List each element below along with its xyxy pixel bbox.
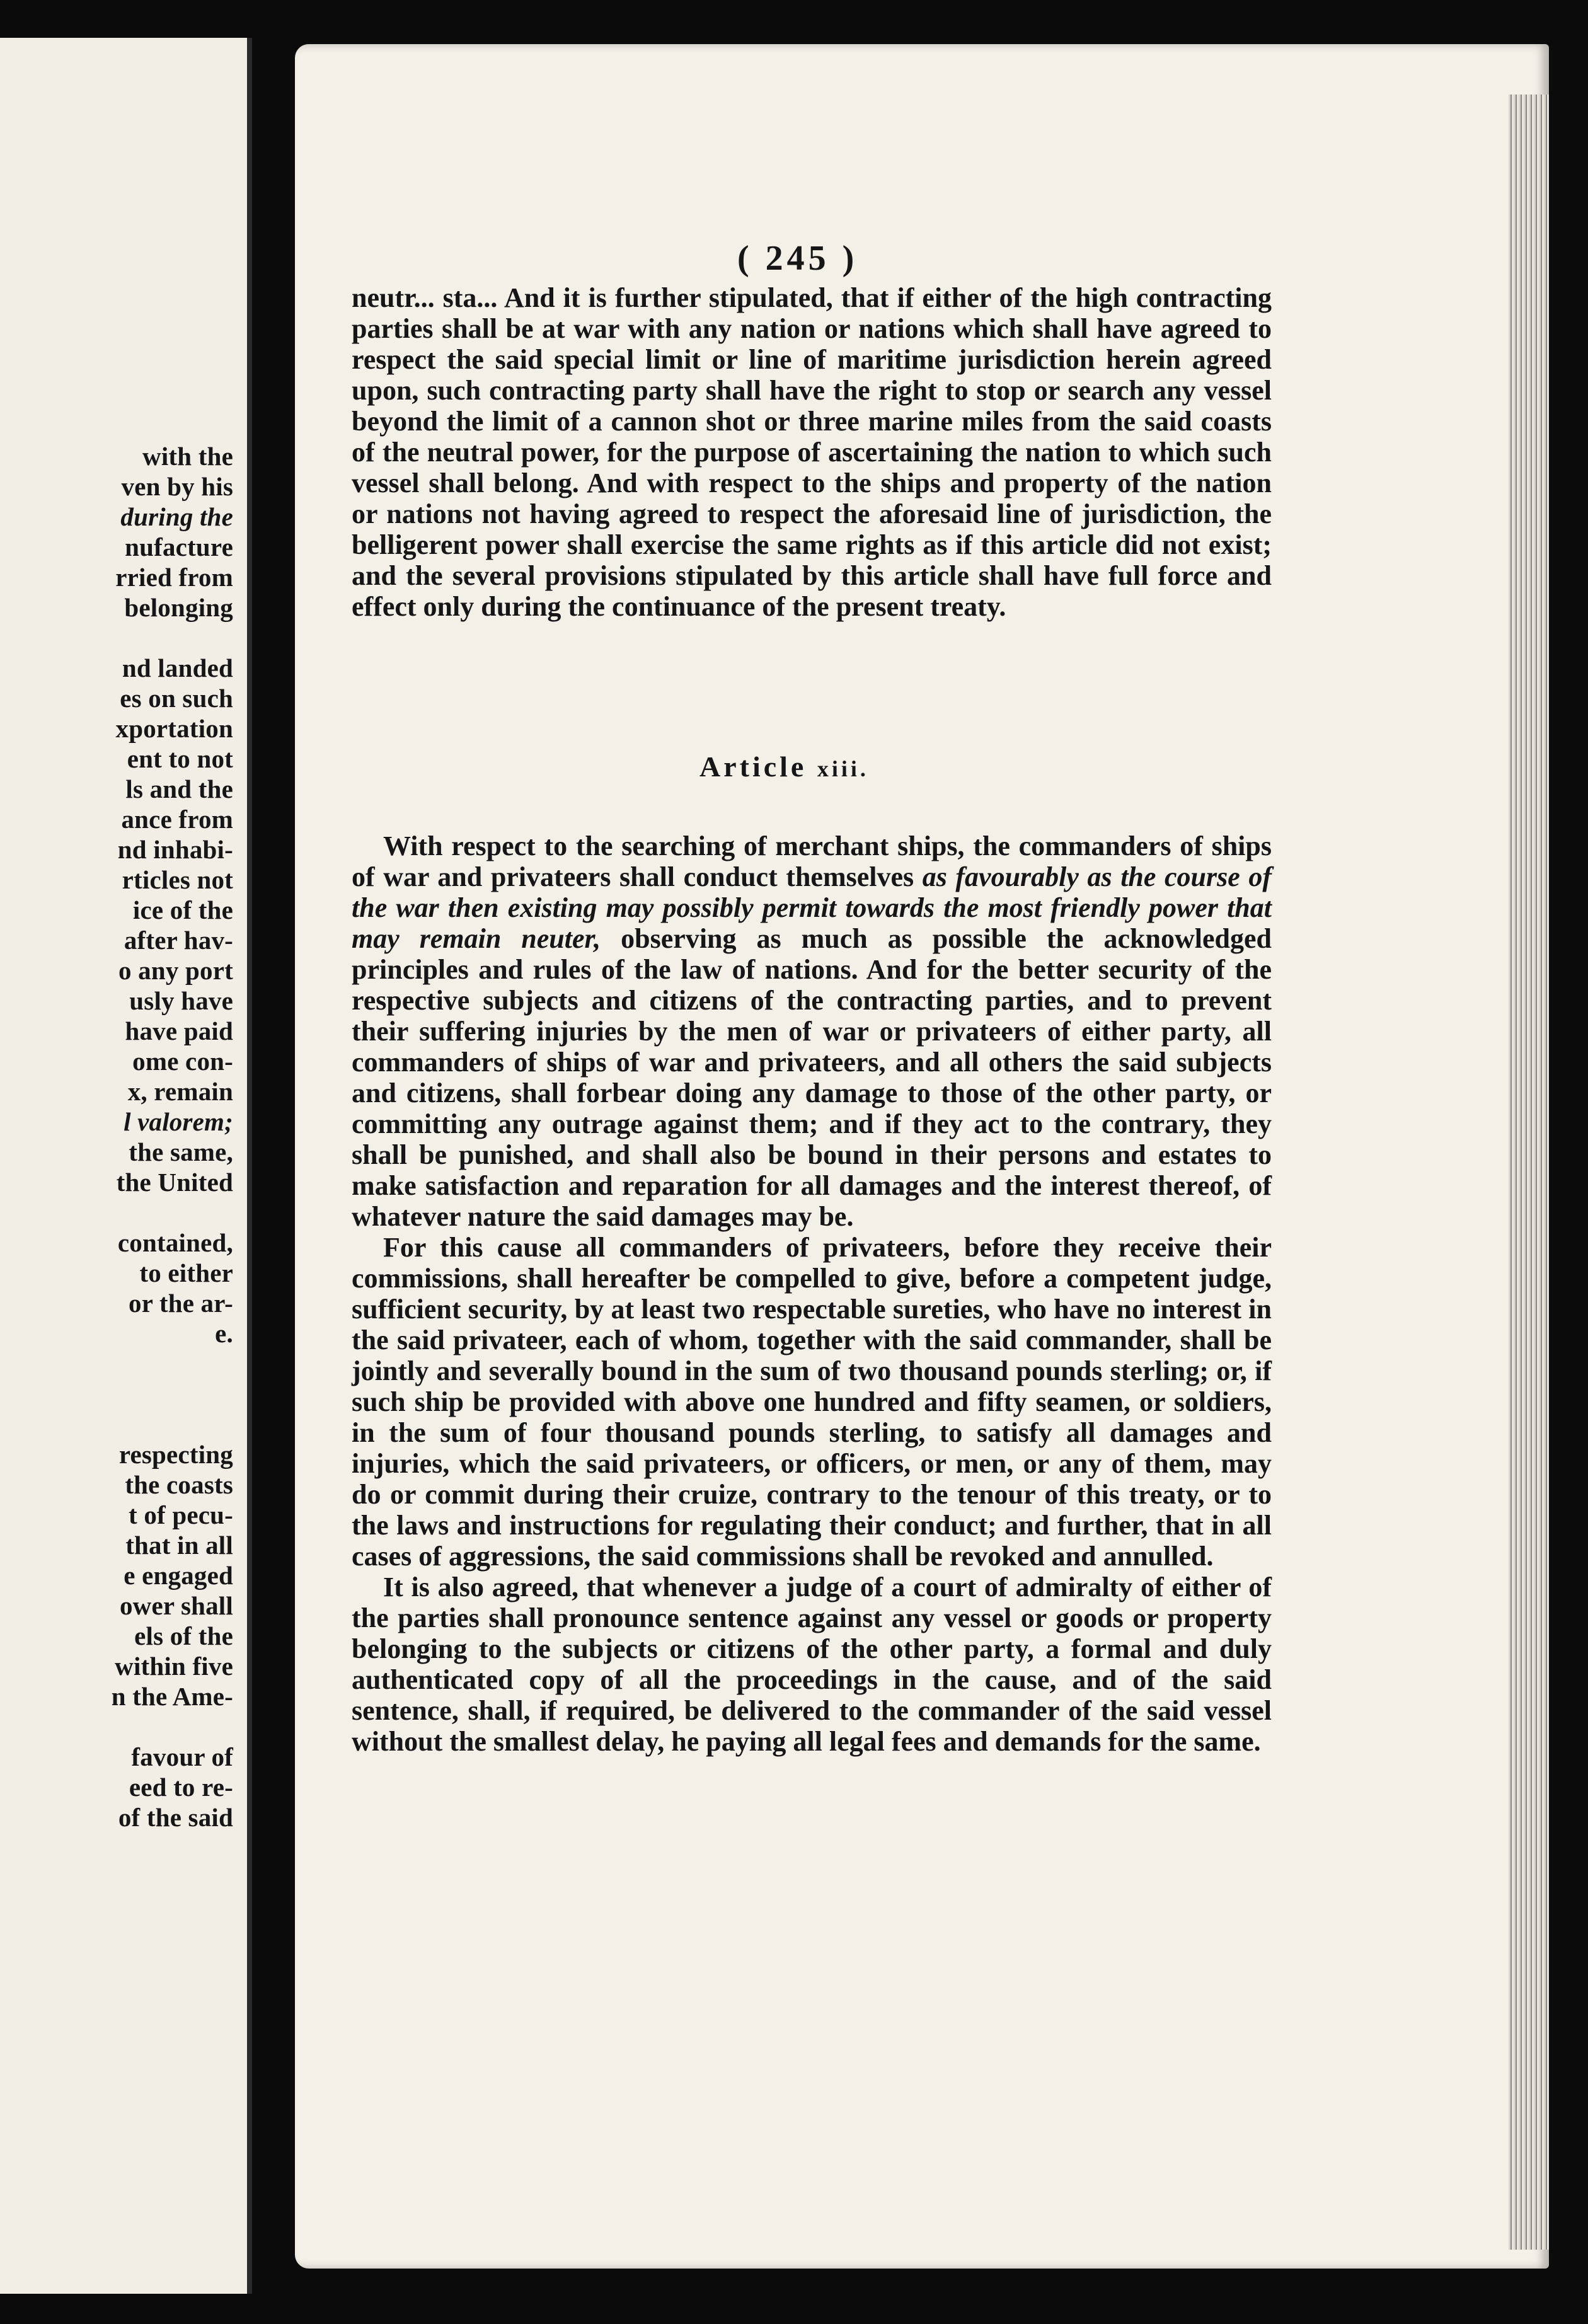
left-margin-line: l valorem; bbox=[124, 1107, 233, 1136]
left-margin-line: that in all bbox=[125, 1531, 233, 1560]
left-margin-line: of the said bbox=[118, 1803, 233, 1832]
left-margin-line: e engaged bbox=[124, 1561, 233, 1590]
paragraph-3: For this cause all commanders of privateers, before they receive their commissions, shall hereafter be compelled to give, before a competent judge, sufficient security, by at least two respectable sureties, who have no interest in the said privateer, each of whom, together with the said commander, shall be jointly and severally bound in the sum of two thousand pounds sterling; or, if such ship be provided with above one hundred and fifty seamen, or soldiers, in the sum of four thousand pounds sterling, to satisfy all damages and injuries, which the said privateers, or officers, or men, or any of them, may do or commit during their cruize, contrary to the tenour of this treaty, or to the laws and instructions for regulating their conduct; and further, that in all cases of aggressions, the said commissions shall be revoked and annulled. bbox=[352, 1232, 1272, 1572]
left-margin-line: respecting bbox=[118, 1440, 233, 1469]
left-margin-line: with the bbox=[142, 442, 233, 471]
left-margin-line: during the bbox=[120, 502, 233, 531]
left-margin-line: xportation bbox=[115, 714, 233, 743]
left-margin-line: eed to re- bbox=[129, 1773, 233, 1802]
left-margin-line: rticles not bbox=[122, 865, 233, 894]
left-margin-line: ice of the bbox=[132, 895, 233, 924]
paragraph-2 bbox=[352, 831, 1272, 1232]
left-margin-line: e. bbox=[215, 1319, 233, 1348]
left-margin-line: ls and the bbox=[125, 774, 233, 803]
left-margin-line: after hav- bbox=[124, 926, 233, 955]
paragraph-2-italic: as favourably as the course of the war then existing may possibly permit towards the most friendly power that may remain neuter, bbox=[352, 861, 1272, 954]
paragraph-2-end: observing as much as possible the acknowledged principles and rules of the law of nations. And for the better security of the respective subjects and citizens of the contracting parties, and to prevent their suffering injuries by the men of war or privateers of either party, all commanders of ships of war and privateers, and all others the said subjects and citizens, shall forbear doing any damage to those of the other party, or committing any outrage against them; and if they act to the contrary, they shall be punished, and shall also be bound in their persons and estates to make satisfaction and reparation for all damages and the interest thereof, of whatever nature the said damages may be. bbox=[352, 923, 1272, 1232]
left-margin-line: t of pecu- bbox=[129, 1500, 233, 1529]
left-margin-line: or the ar- bbox=[129, 1289, 233, 1318]
article-word: Article bbox=[699, 751, 807, 783]
left-margin-line: rried from bbox=[115, 563, 233, 592]
paragraph-2-start: With respect to the searching of merchant ships, the commanders of ships of war and privateers shall conduct themselves bbox=[352, 831, 1272, 892]
left-margin-line: contained, bbox=[117, 1228, 233, 1257]
left-margin-line: ome con- bbox=[132, 1047, 233, 1076]
left-margin-line: nd inhabi- bbox=[117, 835, 233, 864]
left-margin-line: within five bbox=[115, 1652, 233, 1681]
left-margin-line: nd landed bbox=[122, 653, 233, 682]
paragraph-4: It is also agreed, that whenever a judge of a court of admiralty of either of the parties shall pronounce sentence against any vessel or goods or property belonging to the subjects or citizens of the other party, a formal and duly authenticated copy of all the proceedings in the cause, and of the said sentence, shall, if required, be delivered to the commander of the said vessel without the smallest delay, he paying all legal fees and demands for the same. bbox=[352, 1572, 1272, 1757]
left-margin-line: es on such bbox=[120, 684, 233, 713]
page-number: ( 245 ) bbox=[737, 239, 858, 278]
article-number: xiii. bbox=[817, 756, 869, 781]
article-body bbox=[352, 831, 1272, 1757]
facing-page-left bbox=[0, 38, 252, 2294]
left-margin-line: favour of bbox=[131, 1742, 233, 1771]
paragraph-continuation bbox=[352, 282, 1272, 622]
left-margin-line: have paid bbox=[125, 1016, 233, 1045]
left-margin-line: o any port bbox=[118, 956, 233, 985]
left-margin-line: nufacture bbox=[125, 532, 233, 561]
left-margin-line: the coasts bbox=[125, 1470, 233, 1499]
left-margin-line: ance from bbox=[121, 805, 233, 834]
left-margin-line: to either bbox=[139, 1258, 233, 1287]
left-margin-line: ven by his bbox=[121, 472, 233, 501]
left-margin-line: ower shall bbox=[119, 1591, 233, 1620]
article-heading bbox=[699, 750, 869, 783]
left-margin-line: the same, bbox=[129, 1137, 233, 1166]
left-margin-line: ent to not bbox=[127, 744, 233, 773]
left-margin-line: els of the bbox=[134, 1621, 233, 1650]
left-margin-line: the United bbox=[116, 1168, 233, 1197]
left-margin-line: usly have bbox=[129, 986, 233, 1015]
paragraph-1: neutr... sta... And it is further stipulated, that if either of the high contracting parties shall be at war with any nation or nations which shall have agreed to respect the said special limit or line of maritime jurisdiction herein agreed upon, such contracting party shall have the right to stop or search any vessel beyond the limit of a cannon shot or three marine miles from the said coasts of the neutral power, for the purpose of ascertaining the nation to which such vessel shall belong. And with respect to the ships and property of the nation or nations not having agreed to respect the aforesaid line of jurisdiction, the belligerent power shall exercise the same rights as if this article did not exist; and the several provisions stipulated by this article shall have full force and effect only during the continuance of the present treaty. bbox=[352, 282, 1272, 622]
left-margin-line: belonging bbox=[124, 593, 233, 622]
left-margin-line: n the Ame- bbox=[111, 1682, 233, 1711]
left-margin-line: x, remain bbox=[127, 1077, 233, 1106]
page-edges bbox=[1509, 95, 1549, 2250]
